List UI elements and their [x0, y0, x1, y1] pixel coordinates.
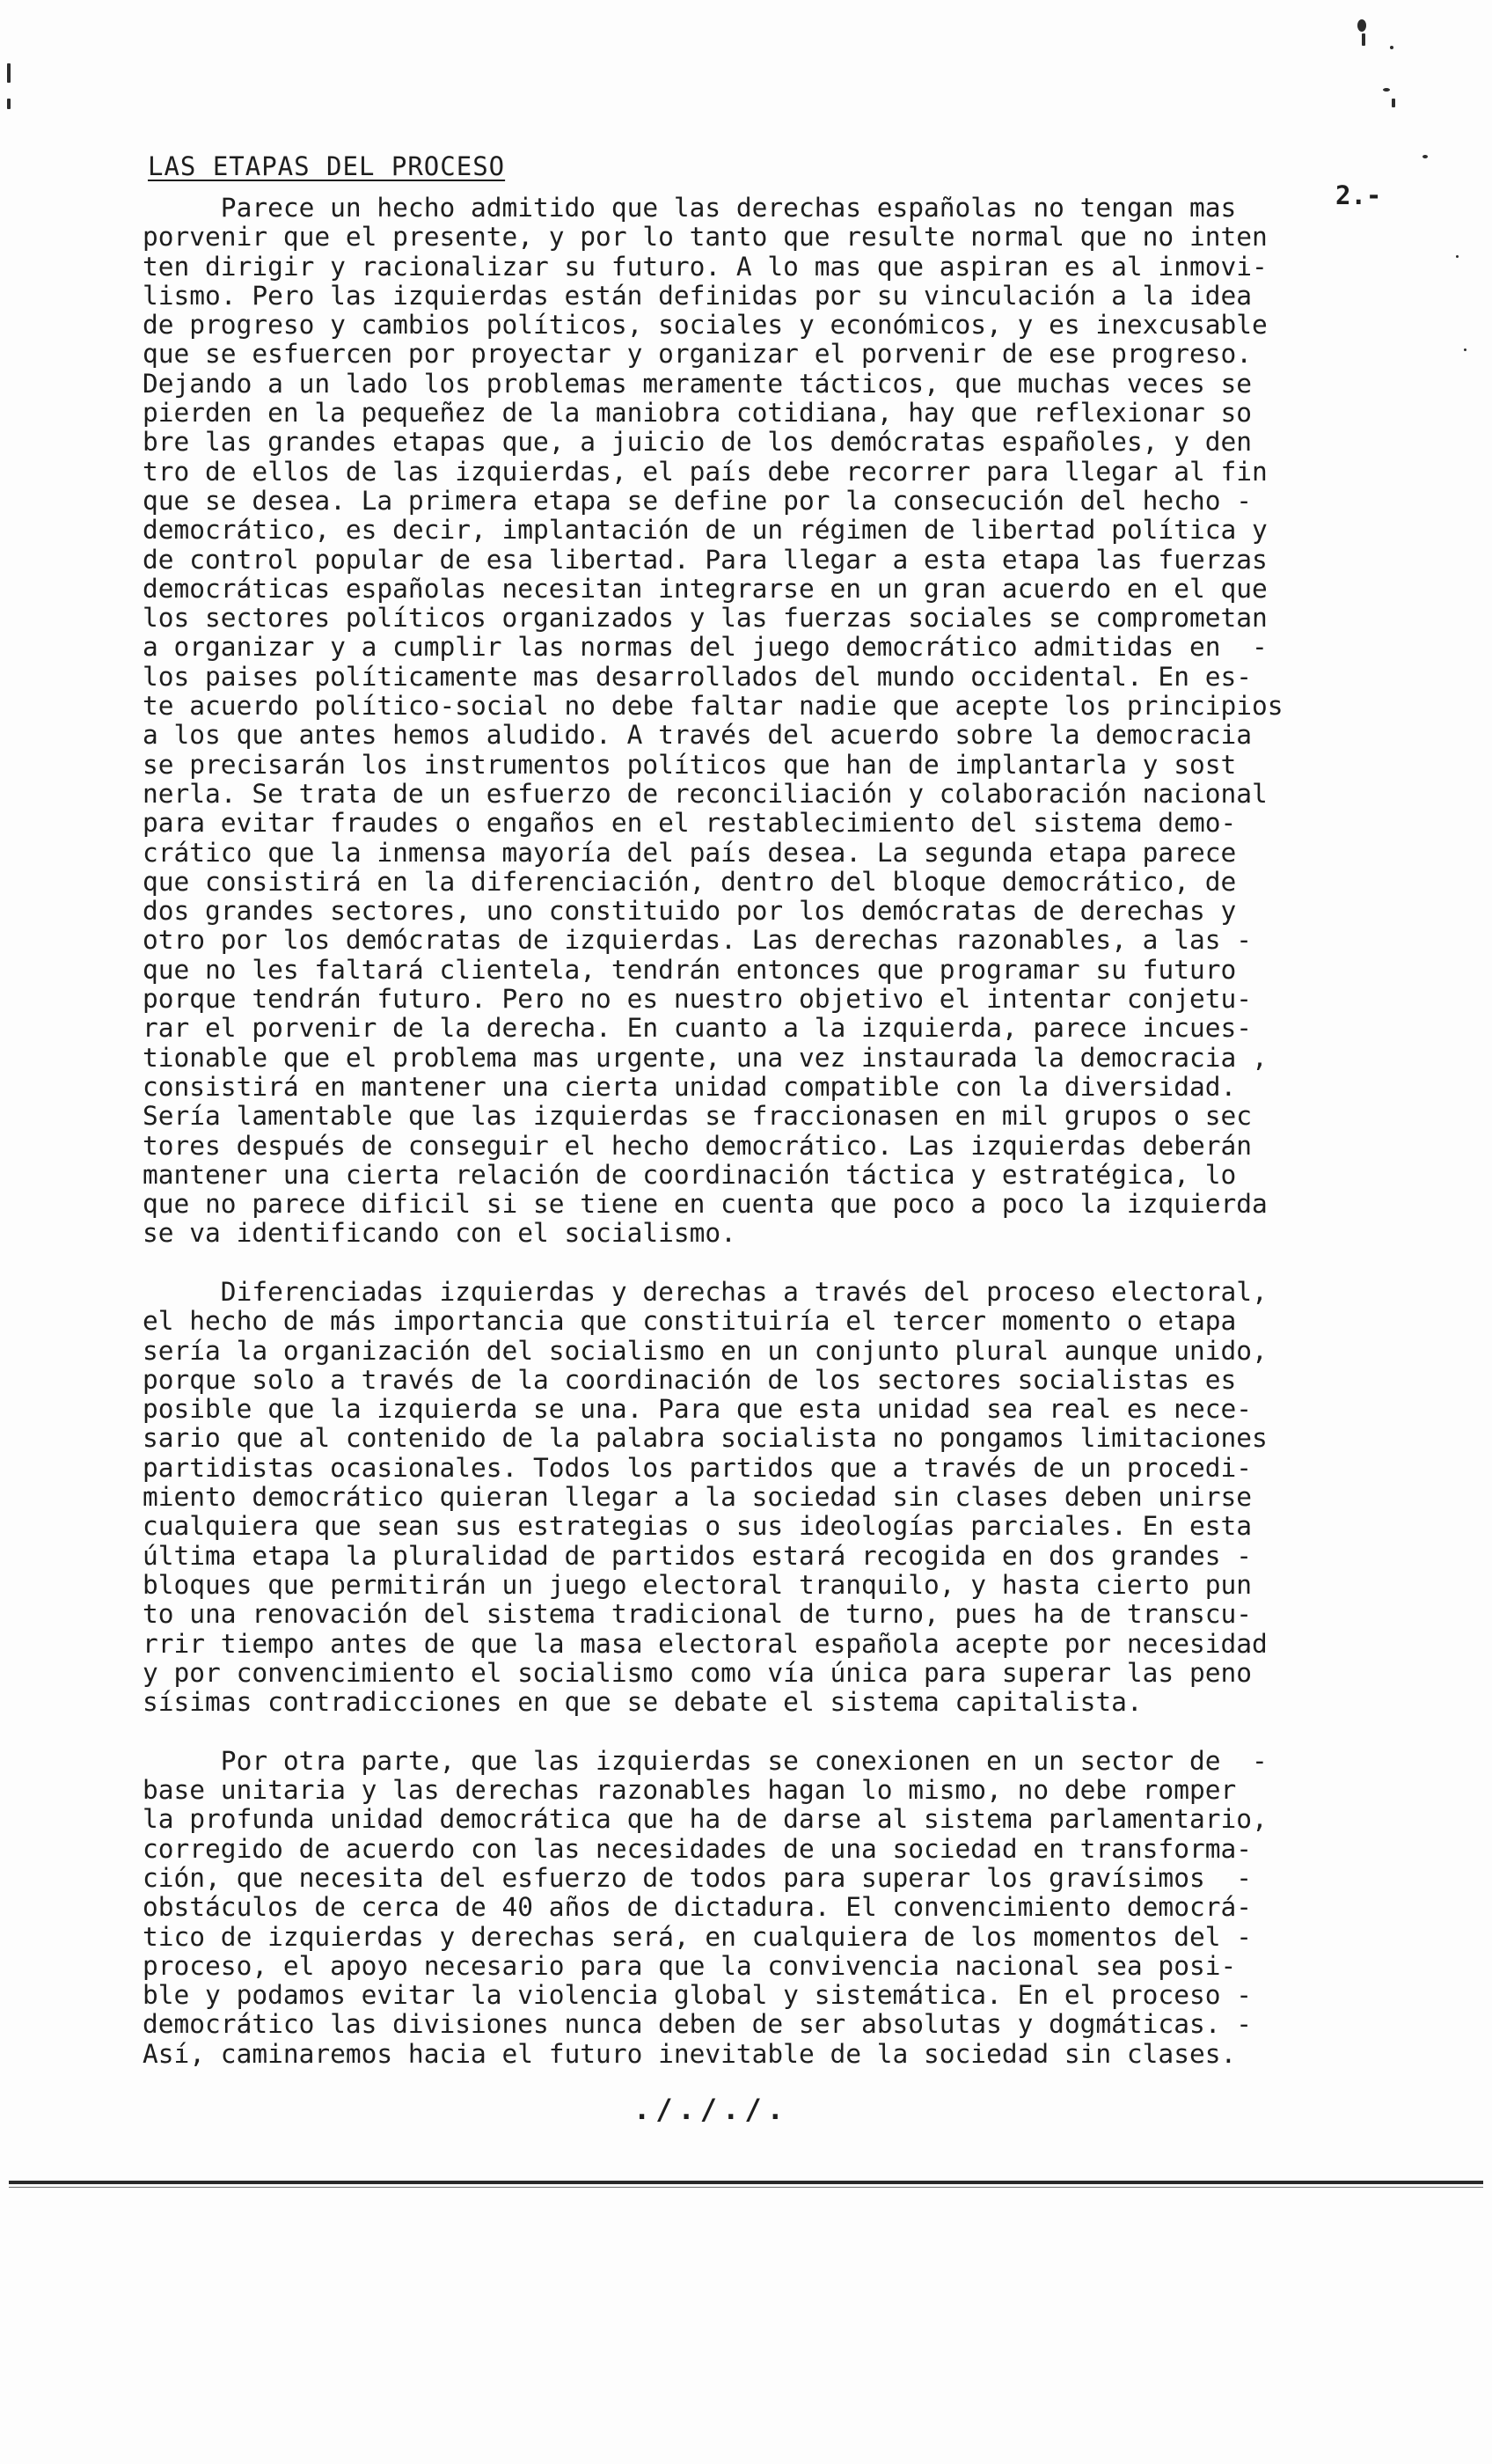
text-line: mantener una cierta relación de coordinación táctica y estratégica, lo — [143, 1159, 1237, 1190]
text-line: la profunda unidad democrática que ha de darse al sistema parlamentario, — [143, 1804, 1268, 1835]
ink-speck — [1390, 46, 1393, 49]
text-line: Diferenciadas izquierdas y derechas a través del proceso electoral, — [143, 1276, 1268, 1307]
text-line: tro de ellos de las izquierdas, el país debe recorrer para llegar al fin — [143, 456, 1268, 487]
page-bottom-rule — [9, 2181, 1483, 2184]
text-line: to una renovación del sistema tradicional de turno, pues ha de transcu- — [143, 1599, 1252, 1630]
text-line: sísimas contradicciones en que se debate el sistema capitalista. — [143, 1687, 1143, 1718]
text-line: corregido de acuerdo con las necesidades de una sociedad en transforma- — [143, 1833, 1252, 1864]
text-line: Dejando a un lado los problemas meramente tácticos, que muchas veces se — [143, 368, 1252, 399]
text-line: que se esfuercen por proyectar y organizar el porvenir de ese progreso. — [143, 339, 1252, 370]
document-title: LAS ETAPAS DEL PROCESO — [148, 151, 506, 181]
text-line: porque solo a través de la coordinación de los sectores socialistas es — [143, 1364, 1237, 1395]
text-line: Sería lamentable que las izquierdas se fraccionasen en mil grupos o sec — [143, 1101, 1252, 1132]
text-line: Parece un hecho admitido que las derechas españolas no tengan mas — [143, 193, 1237, 223]
closing-mark: ./././. — [633, 2093, 789, 2126]
text-line: bloques que permitirán un juego electoral tranquilo, y hasta cierto pun — [143, 1569, 1252, 1600]
text-line: se precisarán los instrumentos políticos que han de implantarla y sost — [143, 749, 1237, 780]
text-line: posible que la izquierda se una. Para que esta unidad sea real es nece- — [143, 1394, 1252, 1425]
text-line: consistirá en mantener una cierta unidad compatible con la diversidad. — [143, 1071, 1237, 1102]
text-line: última etapa la pluralidad de partidos estará recogida en dos grandes - — [143, 1540, 1252, 1571]
ink-speck — [1464, 348, 1466, 351]
text-line: ble y podamos evitar la violencia global y sistemática. En el proceso - — [143, 1980, 1252, 2011]
text-line: Por otra parte, que las izquierdas se conexionen en un sector de - — [143, 1745, 1268, 1776]
text-line: democrático las divisiones nunca deben de ser absolutas y dogmáticas. - — [143, 2009, 1252, 2040]
page-number: 2.- — [1335, 180, 1382, 210]
text-line: rar el porvenir de la derecha. En cuanto a la izquierda, parece incues- — [143, 1013, 1252, 1044]
text-line: que no les faltará clientela, tendrán entonces que programar su futuro — [143, 954, 1237, 985]
document-body — [143, 194, 1436, 2069]
text-line: ten dirigir y racionalizar su futuro. A lo mas que aspiran es al inmovi- — [143, 251, 1268, 282]
text-line: nerla. Se trata de un esfuerzo de reconciliación y colaboración nacional — [143, 778, 1268, 809]
ink-speck — [1362, 33, 1365, 46]
paragraph-gap — [143, 1249, 1436, 1278]
text-line: sería la organización del socialismo en un conjunto plural aunque unido, — [143, 1335, 1268, 1366]
text-line: crático que la inmensa mayoría del país desea. La segunda etapa parece — [143, 837, 1237, 868]
text-line: te acuerdo político-social no debe faltar nadie que acepte los principios — [143, 691, 1284, 722]
text-line: cualquiera que sean sus estrategias o sus ideologías parciales. En esta — [143, 1511, 1252, 1542]
ink-speck — [1423, 155, 1428, 158]
page-bottom-rule-thin — [9, 2187, 1483, 2188]
text-line: de progreso y cambios políticos, sociales y económicos, y es inexcusable — [143, 310, 1268, 341]
text-line: proceso, el apoyo necesario para que la convivencia nacional sea posi- — [143, 1950, 1237, 1981]
text-line: partidistas ocasionales. Todos los partidos que a través de un procedi- — [143, 1452, 1252, 1483]
text-line: pierden en la pequeñez de la maniobra cotidiana, hay que reflexionar so — [143, 398, 1252, 429]
text-line: democráticas españolas necesitan integrarse en un gran acuerdo en el que — [143, 573, 1268, 604]
text-line: y por convencimiento el socialismo como vía única para superar las peno — [143, 1657, 1252, 1688]
text-line: obstáculos de cerca de 40 años de dictadura. El convencimiento democrá- — [143, 1892, 1252, 1923]
text-line: a organizar y a cumplir las normas del juego democrático admitidas en - — [143, 632, 1268, 663]
ink-speck — [1383, 88, 1390, 92]
text-line: tores después de conseguir el hecho democrático. Las izquierdas deberán — [143, 1130, 1252, 1161]
paragraph-gap — [143, 1717, 1436, 1746]
text-line: tico de izquierdas y derechas será, en cualquiera de los momentos del - — [143, 1921, 1252, 1952]
text-line: lismo. Pero las izquierdas están definidas por su vinculación a la idea — [143, 280, 1252, 311]
ink-speck — [7, 63, 11, 83]
ink-speck — [7, 99, 11, 109]
text-line: porvenir que el presente, y por lo tanto que resulte normal que no inten — [143, 222, 1268, 253]
text-line: porque tendrán futuro. Pero no es nuestro objetivo el intentar conjetu- — [143, 984, 1252, 1015]
text-line: base unitaria y las derechas razonables hagan lo mismo, no debe romper — [143, 1775, 1237, 1806]
text-line: se va identificando con el socialismo. — [143, 1218, 736, 1249]
text-line: los sectores políticos organizados y las fuerzas sociales se comprometan — [143, 603, 1268, 634]
text-line: los paises políticamente mas desarrollados del mundo occidental. En es- — [143, 661, 1252, 692]
text-line: que se desea. La primera etapa se define por la consecución del hecho - — [143, 485, 1252, 516]
text-line: que consistirá en la diferenciación, dentro del bloque democrático, de — [143, 866, 1237, 897]
text-line: miento democrático quieran llegar a la sociedad sin clases deben unirse — [143, 1482, 1252, 1513]
text-line: dos grandes sectores, uno constituido por los demócratas de derechas y — [143, 896, 1237, 927]
text-line: ción, que necesita del esfuerzo de todos para superar los gravísimos - — [143, 1862, 1252, 1893]
text-line: sario que al contenido de la palabra socialista no pongamos limitaciones — [143, 1423, 1268, 1454]
text-line: otro por los demócratas de izquierdas. Las derechas razonables, a las - — [143, 925, 1252, 956]
text-line: el hecho de más importancia que constituiría el tercer momento o etapa — [143, 1306, 1237, 1337]
text-line: rrir tiempo antes de que la masa electoral española acepte por necesidad — [143, 1628, 1268, 1659]
ink-speck — [1392, 99, 1395, 107]
text-line: a los que antes hemos aludido. A través del acuerdo sobre la democracia — [143, 720, 1252, 751]
ink-speck — [1357, 19, 1366, 32]
text-line: de control popular de esa libertad. Para llegar a esta etapa las fuerzas — [143, 544, 1268, 575]
text-line: que no parece dificil si se tiene en cuenta que poco a poco la izquierda — [143, 1189, 1268, 1220]
text-line: democrático, es decir, implantación de un régimen de libertad política y — [143, 515, 1268, 546]
ink-speck — [1456, 255, 1459, 258]
text-line: Así, caminaremos hacia el futuro inevitable de la sociedad sin clases. — [143, 2038, 1237, 2069]
text-line: tionable que el problema mas urgente, una vez instaurada la democracia , — [143, 1042, 1268, 1073]
text-line: bre las grandes etapas que, a juicio de los demócratas españoles, y den — [143, 427, 1252, 458]
text-line: para evitar fraudes o engaños en el restablecimiento del sistema demo- — [143, 808, 1237, 839]
